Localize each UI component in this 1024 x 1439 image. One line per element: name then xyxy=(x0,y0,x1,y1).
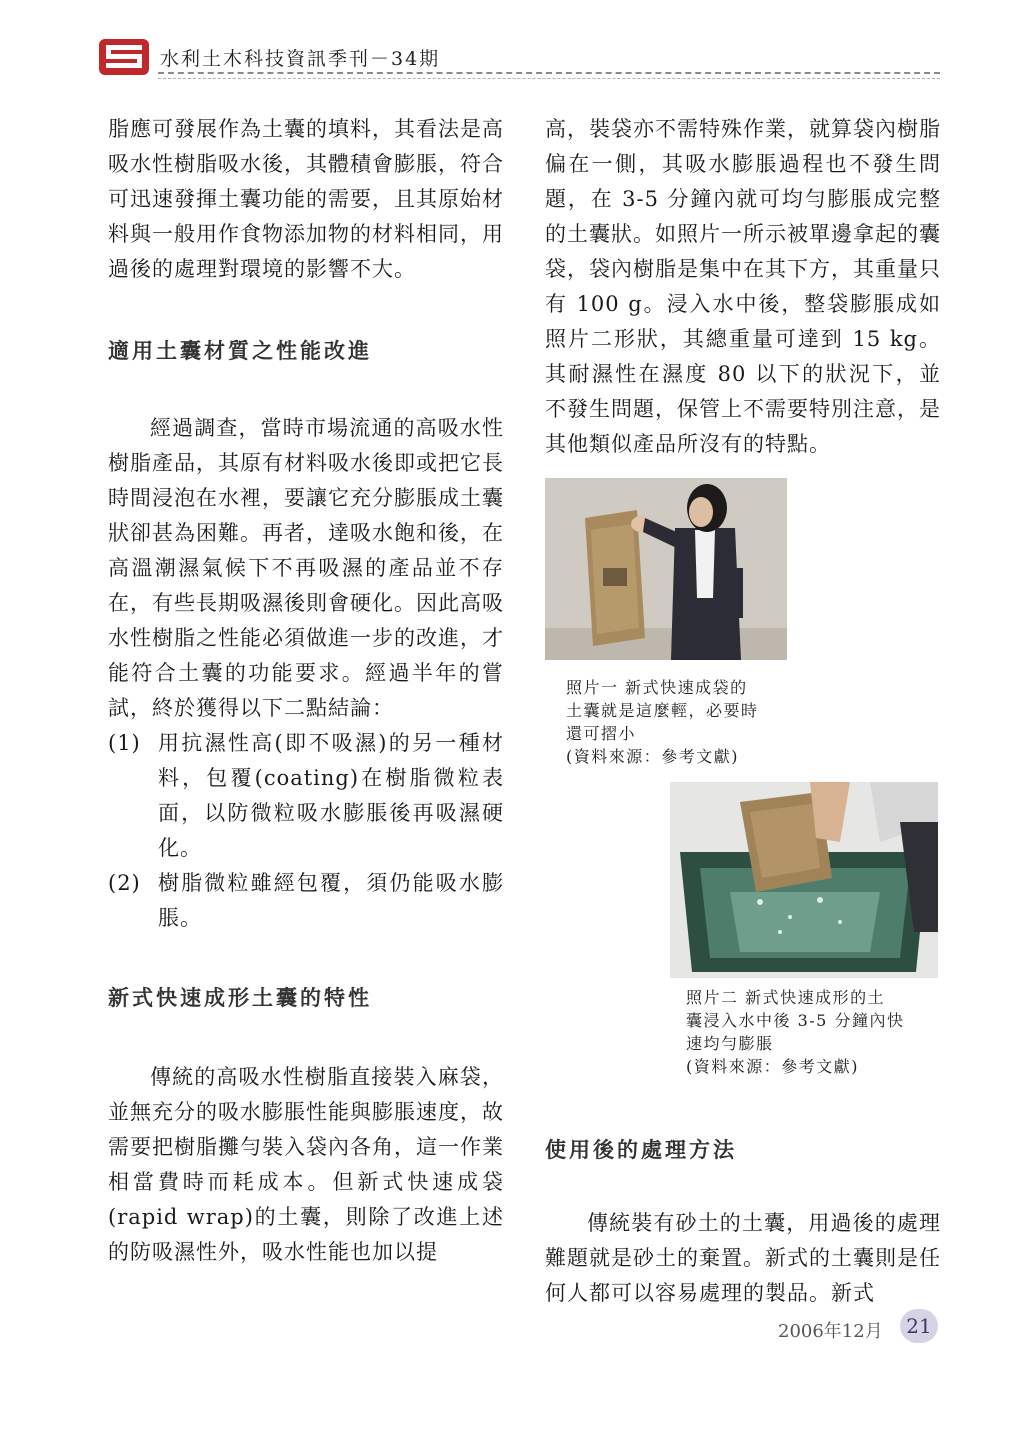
right-column-lower xyxy=(545,1134,941,1311)
page-number: 21 xyxy=(900,1309,938,1343)
right-paragraph-1: 高，裝袋亦不需特殊作業，就算袋內樹脂偏在一側，其吸水膨脹過程也不發生問題，在 3-5 分鐘內就可均勻膨脹成完整的土囊狀。如照片一所示被單邊拿起的囊袋，袋內樹脂是集中在其下方，其重量只有 100 g。浸入水中後，整袋膨脹成如照片二形狀，其總重量可達到 15 kg。其耐濕性在濕度 80 以下的狀況下，並不發生問題，保管上不需要特別注意，是其他類似產品所沒有的特點。 xyxy=(545,117,941,456)
caption-line: 照片二 新式快速成形的土 xyxy=(686,988,886,1007)
left-column xyxy=(108,112,504,1270)
section-heading-disposal: 使用後的處理方法 xyxy=(545,1138,737,1162)
list-text: 樹脂微粒雖經包覆，須仍能吸水膨脹。 xyxy=(158,871,504,930)
left-paragraph-3: 傳統的高吸水性樹脂直接裝入麻袋，並無充分的吸水膨脹性能與膨脹速度，故需要把樹脂攤勻裝入袋內各角，這一作業相當費時而耗成本。但新式快速成袋(rapid wrap)的土囊，則除了改進上述的防吸濕性外，吸水性能也加以提 xyxy=(108,1065,504,1264)
journal-logo-icon xyxy=(98,38,150,76)
photo-1-caption xyxy=(566,676,796,768)
header-divider-secondary xyxy=(158,78,940,79)
right-column xyxy=(545,112,941,462)
photo-2-caption xyxy=(686,986,936,1078)
list-number: (1) xyxy=(108,731,141,755)
photo-bag-in-water xyxy=(670,782,938,978)
list-item xyxy=(108,726,504,866)
list-text: 用抗濕性高(即不吸濕)的另一種材料，包覆(coating)在樹脂微粒表面，以防微粒吸水膨脹後再吸濕硬化。 xyxy=(158,731,504,860)
page-header xyxy=(98,38,940,82)
issue-date: 2006年12月 xyxy=(778,1321,883,1342)
caption-line: 速均勻膨脹 xyxy=(686,1034,774,1053)
section-heading-features: 新式快速成形土囊的特性 xyxy=(108,986,372,1010)
caption-line: 土囊就是這麼輕，必要時 xyxy=(566,701,759,720)
journal-title: 水利土木科技資訊季刊－34期 xyxy=(160,48,441,70)
photo-woman-holding-bag xyxy=(545,478,787,660)
list-number: (2) xyxy=(108,871,141,895)
caption-line: 照片一 新式快速成袋的 xyxy=(566,678,748,697)
left-paragraph-1: 脂應可發展作為土囊的填料，其看法是高吸水性樹脂吸水後，其體積會膨脹，符合可迅速發揮土囊功能的需要，且其原始材料與一般用作食物添加物的材料相同，用過後的處理對環境的影響不大。 xyxy=(108,117,504,281)
header-divider xyxy=(158,72,940,74)
caption-line: (資料來源：參考文獻) xyxy=(566,747,739,766)
section-heading-material: 適用土囊材質之性能改進 xyxy=(108,339,372,363)
left-paragraph-2: 經過調查，當時市場流通的高吸水性樹脂產品，其原有材料吸水後即或把它長時間浸泡在水裡，要讓它充分膨脹成土囊狀卻甚為困難。再者，達吸水飽和後，在高溫潮濕氣候下不再吸濕的產品並不存在，有些長期吸濕後則會硬化。因此高吸水性樹脂之性能必須做進一步的改進，才能符合土囊的功能要求。經過半年的嘗試，終於獲得以下二點結論： xyxy=(108,416,504,720)
list-item xyxy=(108,866,504,936)
caption-line: 囊浸入水中後 3-5 分鐘內快 xyxy=(686,1011,905,1030)
right-paragraph-2: 傳統裝有砂土的土囊，用過後的處理難題就是砂土的棄置。新式的土囊則是任何人都可以容易處理的製品。新式 xyxy=(545,1211,941,1305)
caption-line: (資料來源：參考文獻) xyxy=(686,1057,859,1076)
caption-line: 還可摺小 xyxy=(566,724,637,743)
